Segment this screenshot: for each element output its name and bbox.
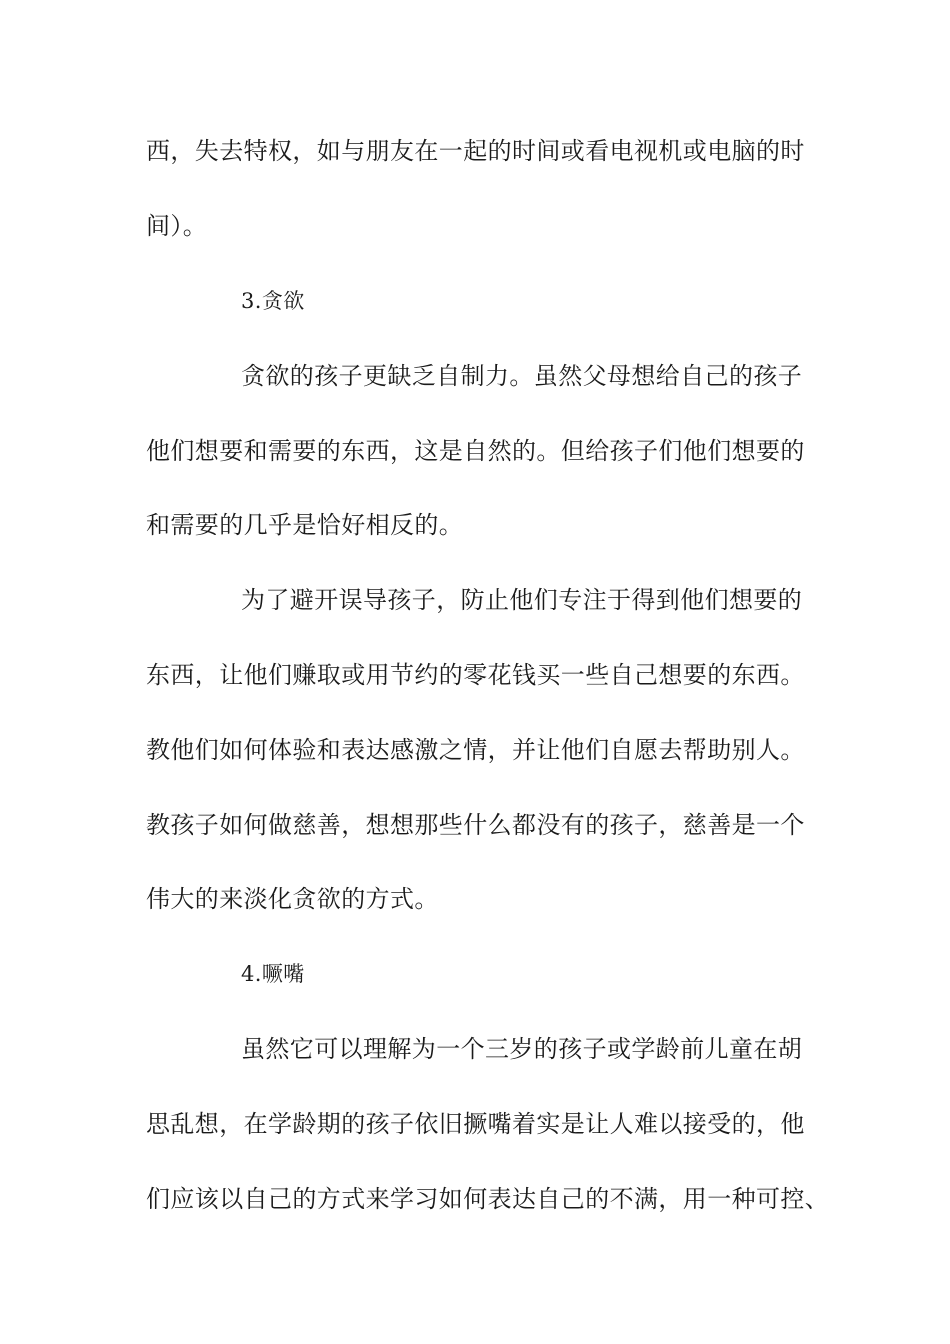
text-line: 思乱想，在学龄期的孩子依旧撅嘴着实是让人难以接受的，他 — [146, 1110, 805, 1138]
text-line: 教孩子如何做慈善，想想那些什么都没有的孩子，慈善是一个 — [146, 811, 805, 839]
section-heading: 3.贪欲 — [241, 289, 305, 313]
section-heading: 4.噘嘴 — [241, 962, 305, 986]
text-line: 和需要的几乎是恰好相反的。 — [146, 511, 464, 539]
text-line: 伟大的来淡化贪欲的方式。 — [146, 885, 439, 913]
paragraph-start: 为了避开误导孩子，防止他们专注于得到他们想要的 — [241, 586, 803, 614]
paragraph-start: 贪欲的孩子更缺乏自制力。虽然父母想给自己的孩子 — [241, 362, 803, 390]
text-line: 东西，让他们赚取或用节约的零花钱买一些自己想要的东西。 — [146, 661, 805, 689]
text-line: 间）。 — [146, 212, 208, 240]
text-line: 西，失去特权，如与朋友在一起的时间或看电视机或电脑的时 — [146, 137, 805, 165]
text-line: 他们想要和需要的东西，这是自然的。但给孩子们他们想要的 — [146, 437, 805, 465]
text-line: 们应该以自己的方式来学习如何表达自己的不满，用一种可控、 — [146, 1185, 830, 1213]
paragraph-start: 虽然它可以理解为一个三岁的孩子或学龄前儿童在胡 — [241, 1035, 803, 1063]
text-line: 教他们如何体验和表达感激之情，并让他们自愿去帮助别人。 — [146, 736, 805, 764]
